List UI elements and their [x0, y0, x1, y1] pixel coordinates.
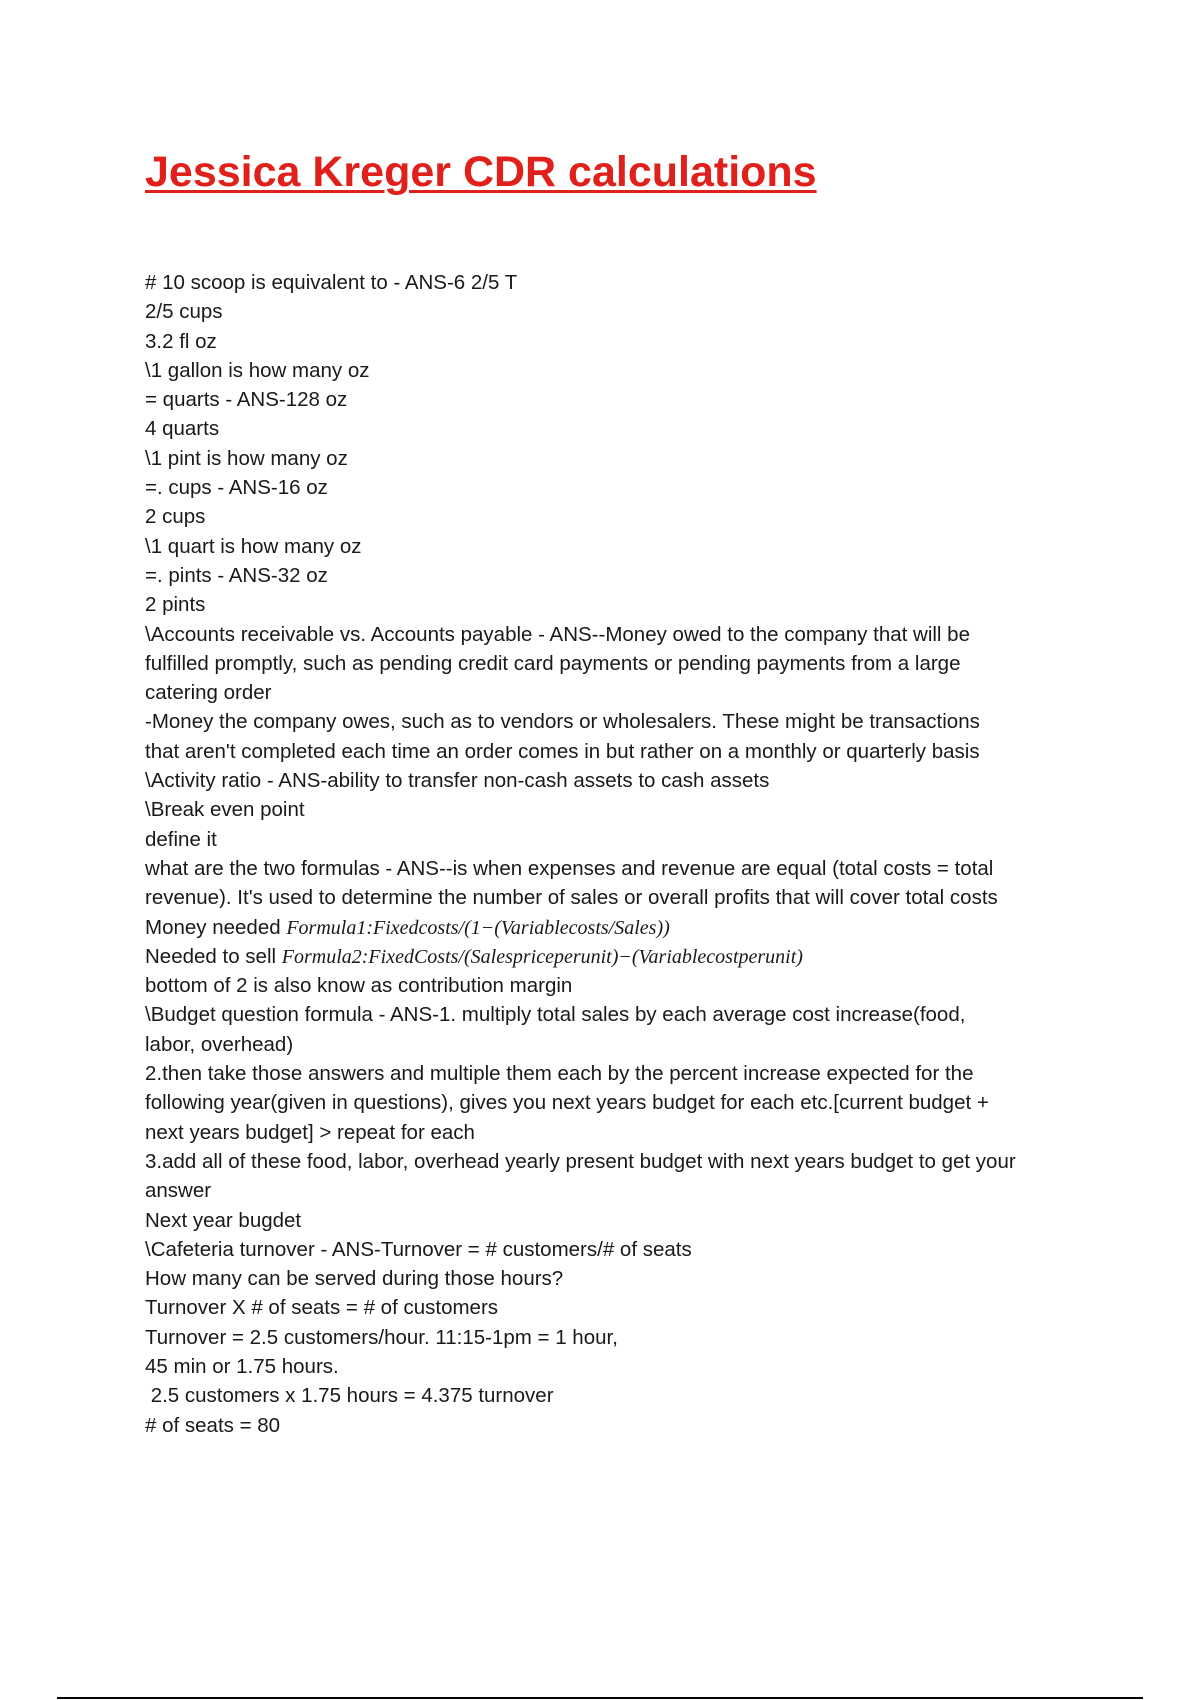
page-bottom-divider [57, 1697, 1143, 1699]
text-line: following year(given in questions), gives you next years budget for each etc.[current budget + [145, 1091, 989, 1115]
text-line: define it [145, 827, 217, 851]
formula-2: Formula2:FixedCosts/(Salespriceperunit)−(Variablecostperunit) [281, 945, 803, 968]
text-line: # 10 scoop is equivalent to - ANS-6 2/5 T [145, 271, 518, 294]
text-line: =. pints - ANS-32 oz [145, 563, 328, 587]
text-line: fulfilled promptly, such as pending credit card payments or pending payments from a large [145, 651, 961, 675]
text-line: Turnover = 2.5 customers/hour. 11:15-1pm = 1 hour, [145, 1325, 618, 1349]
text-line: \Budget question formula - ANS-1. multiply total sales by each average cost increase(food, [145, 1003, 966, 1027]
text-line: =. cups - ANS-16 oz [145, 476, 328, 500]
formula-line [145, 913, 1100, 942]
text-line: answer [145, 1179, 212, 1203]
text-line: what are the two formulas - ANS--is when expenses and revenue are equal (total costs = total [145, 856, 994, 880]
text-line: 2.then take those answers and multiple them each by the percent increase expected for the [145, 1062, 974, 1086]
text-line: catering order [145, 681, 272, 705]
text-line: revenue). It's used to determine the number of sales or overall profits that will cover total costs [145, 886, 998, 910]
text-line: 2 pints [145, 593, 206, 617]
text-line: \Activity ratio - ANS-ability to transfer non-cash assets to cash assets [145, 769, 770, 793]
text-line: 45 min or 1.75 hours. [145, 1354, 339, 1378]
text-line: Turnover X # of seats = # of customers [145, 1296, 499, 1320]
text-line: Next year bugdet [145, 1208, 302, 1232]
text-line: 2.5 customers x 1.75 hours = 4.375 turnover [145, 1384, 554, 1408]
formula-label: Needed to sell [145, 944, 277, 968]
text-line: 3.add all of these food, labor, overhead yearly present budget with next years budget to get your [145, 1149, 1016, 1173]
document-title: Jessica Kreger CDR calculations [145, 148, 817, 196]
text-line: 3.2 fl oz [145, 329, 217, 353]
text-line: \1 quart is how many oz [145, 534, 362, 558]
text-line: -Money the company owes, such as to vendors or wholesalers. These might be transactions [145, 710, 980, 734]
formula-1: Formula1:Fixedcosts/(1−(Variablecosts/Sales)) [286, 916, 670, 939]
text-line: = quarts - ANS-128 oz [145, 388, 348, 412]
text-line: \Break even point [145, 798, 305, 822]
text-line: 2/5 cups [145, 300, 223, 324]
text-line: 4 quarts [145, 417, 220, 441]
text-line: \1 gallon is how many oz [145, 358, 370, 382]
text-line: 2 cups [145, 505, 206, 529]
text-line: \1 pint is how many oz [145, 446, 348, 470]
text-line: labor, overhead) [145, 1032, 294, 1056]
formula-label: Money needed [145, 915, 281, 939]
text-line: \Cafeteria turnover - ANS-Turnover = # customers/# of seats [145, 1237, 692, 1261]
text-line: bottom of 2 is also know as contribution margin [145, 974, 573, 998]
document-body [145, 268, 1100, 1440]
text-line: next years budget] > repeat for each [145, 1120, 475, 1144]
text-line: # of seats = 80 [145, 1413, 281, 1437]
text-line: \Accounts receivable vs. Accounts payable - ANS--Money owed to the company that will be [145, 622, 970, 646]
text-line: that aren't completed each time an order comes in but rather on a monthly or quarterly basis [145, 739, 980, 763]
formula-line [145, 942, 1100, 971]
text-line: How many can be served during those hours? [145, 1267, 564, 1291]
